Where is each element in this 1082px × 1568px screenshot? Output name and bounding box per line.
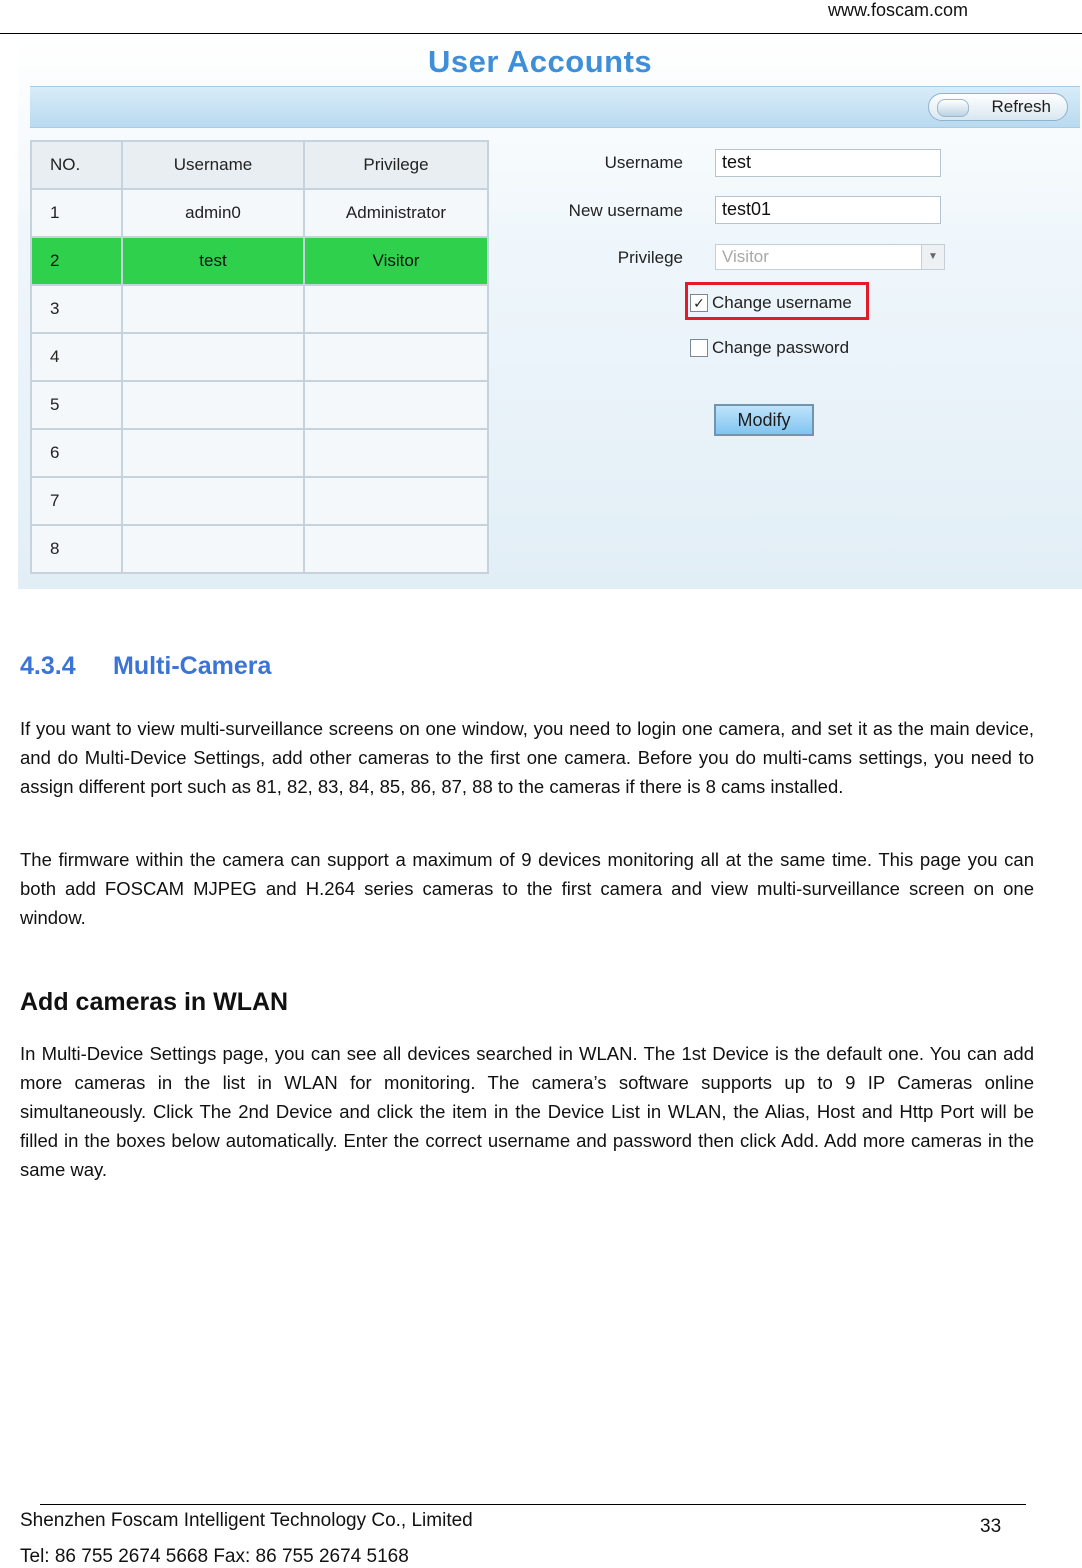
change-password-checkbox[interactable] — [690, 339, 708, 357]
firmware-paragraph: The firmware within the camera can support a maximum of 9 devices monitoring all at the same time. This page you can both add FOSCAM MJPEG and H.264 series cameras to the first camera and view multi-surveillance screen on one window. — [20, 849, 1034, 928]
section-title: Multi-Camera — [113, 652, 272, 680]
row-privilege — [304, 381, 488, 429]
row-privilege — [304, 525, 488, 573]
section-number: 4.3.4 — [20, 652, 76, 680]
footer-divider — [40, 1504, 1026, 1505]
change-username-option[interactable] — [690, 293, 852, 313]
footer-company: Shenzhen Foscam Intelligent Technology Co., Limited — [20, 1510, 473, 1531]
table-row[interactable] — [31, 525, 488, 573]
row-privilege — [304, 333, 488, 381]
page-number: 33 — [980, 1516, 1002, 1537]
row-username — [122, 381, 304, 429]
header-website: www.foscam.com — [828, 0, 969, 20]
wlan-paragraph: In Multi-Device Settings page, you can see all devices searched in WLAN. The 1st Device is the default one. You can add more cameras in the list in WLAN for monitoring. The camera’s software supports up to 9 IP Cameras online simultaneously. Click The 2nd Device and click the item in the Device List in WLAN, the Alias, Host and Http Port will be filled in the boxes below automatically. Enter the correct username and password then click Add. Add more cameras in the same way. — [20, 1043, 1034, 1180]
subsection-heading: Add cameras in WLAN — [20, 988, 289, 1016]
user-table — [30, 140, 489, 574]
privilege-select[interactable] — [715, 244, 945, 270]
table-row[interactable] — [31, 381, 488, 429]
refresh-label: Refresh — [991, 97, 1051, 116]
header-no: NO. — [31, 141, 122, 189]
change-username-checkbox[interactable]: ✓ — [690, 294, 708, 312]
row-no: 4 — [31, 333, 122, 381]
row-no: 8 — [31, 525, 122, 573]
row-privilege — [304, 477, 488, 525]
table-row[interactable] — [31, 333, 488, 381]
username-label: Username — [604, 153, 683, 172]
row-privilege: Visitor — [304, 237, 488, 285]
username-input[interactable]: test — [715, 149, 941, 177]
table-row[interactable] — [31, 189, 488, 237]
screenshot-title: User Accounts — [428, 44, 653, 79]
row-username — [122, 429, 304, 477]
row-no: 2 — [31, 237, 122, 285]
row-no: 6 — [31, 429, 122, 477]
row-username — [122, 285, 304, 333]
dropdown-arrow-icon[interactable]: ▼ — [921, 245, 944, 269]
table-row-selected[interactable] — [31, 237, 488, 285]
new-username-label: New username — [568, 201, 683, 220]
row-username: test — [122, 237, 304, 285]
refresh-icon — [937, 99, 969, 117]
intro-paragraph: If you want to view multi-surveillance screens on one window, you need to login one camera, and set it as the main device, and do Multi-Device Settings, add other cameras to the first one camera. Before you do multi-cams settings, you need to assign different port such as 81, 82, 83, 84, 85, 86, 87, 88 to the cameras if there is 8 cams installed. — [20, 718, 1034, 797]
row-username — [122, 525, 304, 573]
header-divider — [0, 33, 1082, 34]
refresh-button[interactable] — [928, 93, 1068, 121]
footer-contact: Tel: 86 755 2674 5668 Fax: 86 755 2674 5168 — [20, 1546, 409, 1567]
row-no: 5 — [31, 381, 122, 429]
user-accounts-screenshot — [18, 36, 1082, 589]
change-password-label: Change password — [712, 338, 850, 357]
row-privilege — [304, 429, 488, 477]
row-no: 3 — [31, 285, 122, 333]
row-no: 7 — [31, 477, 122, 525]
privilege-label: Privilege — [617, 248, 683, 267]
table-row[interactable] — [31, 429, 488, 477]
header-privilege: Privilege — [304, 141, 488, 189]
change-username-label: Change username — [712, 293, 852, 312]
change-password-option[interactable] — [690, 338, 849, 358]
table-row[interactable] — [31, 477, 488, 525]
row-privilege — [304, 285, 488, 333]
row-username — [122, 477, 304, 525]
row-username: admin0 — [122, 189, 304, 237]
row-privilege: Administrator — [304, 189, 488, 237]
row-username — [122, 333, 304, 381]
table-row[interactable] — [31, 285, 488, 333]
privilege-value: Visitor — [722, 247, 769, 266]
modify-button[interactable]: Modify — [714, 404, 814, 436]
table-header-row — [31, 141, 488, 189]
header-username: Username — [122, 141, 304, 189]
toolbar — [30, 86, 1080, 128]
section-heading — [20, 652, 271, 681]
row-no: 1 — [31, 189, 122, 237]
new-username-input[interactable]: test01 — [715, 196, 941, 224]
